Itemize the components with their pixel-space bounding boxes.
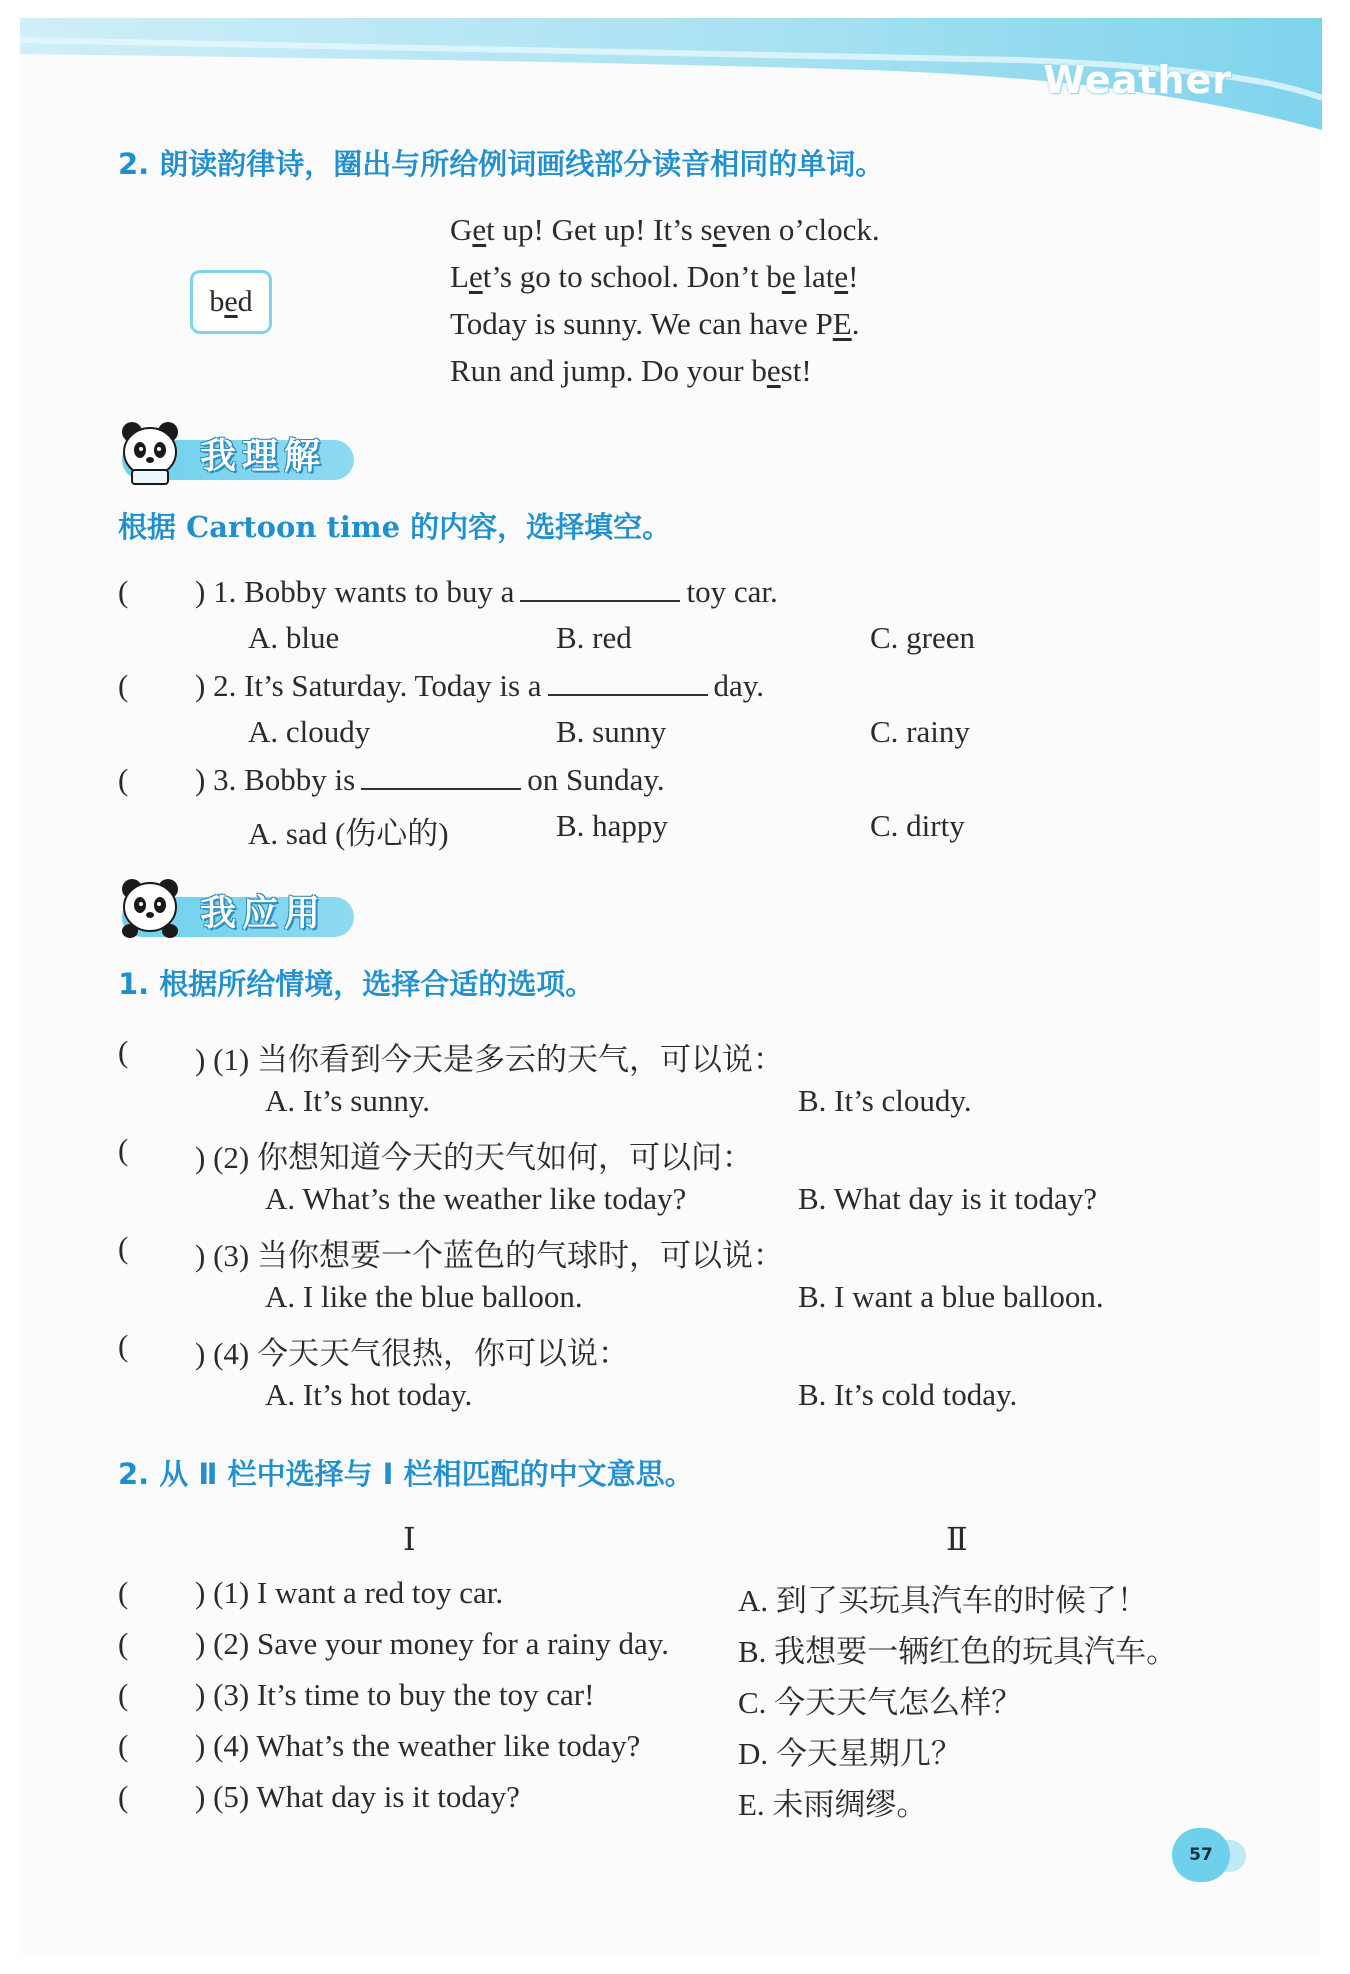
poem-text: t up! Get up! It’s s: [486, 212, 713, 247]
poem-text: !: [848, 259, 859, 294]
situation-4-stem: ) (4) 今天天气很热，你可以说：: [195, 1336, 629, 1371]
poem-text: L: [450, 259, 469, 294]
situation-3-stem: ) (3) 当你想要一个蓝色的气球时，可以说：: [195, 1238, 784, 1273]
option-b: B. What day is it today?: [798, 1181, 1098, 1216]
poem-line: [450, 300, 880, 347]
example-word-end: d: [237, 285, 253, 318]
match-right-e: E. 未雨绸缪。: [738, 1787, 928, 1822]
match-right-d: D. 今天星期几？: [738, 1736, 962, 1771]
answer-paren: (: [118, 574, 129, 609]
answer-paren: (: [118, 1230, 129, 1265]
cartoon-heading-pre: 根据: [118, 510, 187, 544]
unit-title: Weather: [1043, 58, 1232, 102]
question-stem: ) 1. Bobby wants to buy a: [195, 574, 515, 609]
option-b: B. sunny: [556, 714, 667, 749]
match-left-4: ) (4) What’s the weather like today?: [195, 1728, 641, 1763]
match-right-c: C. 今天天气怎么样？: [738, 1685, 1023, 1720]
option-c: C. dirty: [870, 808, 965, 843]
option-a: A. It’s hot today.: [265, 1377, 473, 1412]
poem-line: [450, 253, 880, 300]
poem-underlined-letter: E: [832, 306, 852, 341]
poem-underlined-letter: e: [468, 259, 483, 294]
poem-text: ven o’clock.: [726, 212, 880, 247]
match-left-1: ) (1) I want a red toy car.: [195, 1575, 504, 1610]
answer-paren: (: [118, 1728, 129, 1763]
question-stem-end: day.: [713, 668, 765, 703]
question-3: [195, 762, 665, 798]
option-b: B. red: [556, 620, 632, 655]
answer-blank: [361, 764, 521, 790]
panda-icon: [118, 875, 188, 943]
answer-paren: (: [118, 1677, 129, 1712]
option-c: C. green: [870, 620, 976, 655]
option-b: B. It’s cold today.: [798, 1377, 1018, 1412]
situation-1-stem: ) (1) 当你看到今天是多云的天气，可以说：: [195, 1042, 784, 1077]
answer-blank: [520, 576, 680, 602]
poem-text: lat: [795, 259, 835, 294]
answer-paren: (: [118, 1132, 129, 1167]
option-a: A. cloudy: [248, 714, 371, 749]
poem-text: Run and jump. Do your b: [450, 353, 767, 388]
section-badge-understand: [118, 418, 358, 486]
poem-underlined-letter: e: [472, 212, 487, 247]
answer-paren: (: [118, 762, 129, 797]
answer-blank: [548, 670, 708, 696]
example-word-start: b: [209, 285, 225, 318]
answer-paren: (: [118, 1034, 129, 1069]
poem-underlined-letter: e: [766, 353, 781, 388]
badge-label: 我理解: [200, 436, 327, 477]
poem-line: [450, 347, 880, 394]
option-b: B. happy: [556, 808, 668, 843]
option-a: A. sad (伤心的): [248, 816, 449, 851]
situations-heading: 1. 根据所给情境，选择合适的选项。: [118, 967, 595, 1001]
badge-label: 我应用: [200, 893, 327, 934]
poem-text: Today is sunny. We can have P: [450, 306, 833, 341]
option-a: A. I like the blue balloon.: [265, 1279, 583, 1314]
poem-underlined-letter: e: [712, 212, 727, 247]
answer-paren: (: [118, 1575, 129, 1610]
example-word-underlined: e: [224, 285, 238, 318]
option-b: B. It’s cloudy.: [798, 1083, 972, 1118]
option-a: A. What’s the weather like today?: [265, 1181, 687, 1216]
option-a: A. It’s sunny.: [265, 1083, 431, 1118]
panda-icon: [118, 418, 188, 486]
cartoon-heading: [118, 505, 671, 546]
match-left-2: ) (2) Save your money for a rainy day.: [195, 1626, 670, 1661]
question-stem: ) 3. Bobby is: [195, 762, 356, 797]
question-stem-end: toy car.: [686, 574, 778, 609]
poem-text: st!: [780, 353, 812, 388]
option-b: B. I want a blue balloon.: [798, 1279, 1104, 1314]
poem-text: t’s go to school. Don’t b: [482, 259, 782, 294]
example-word-box: [190, 270, 272, 334]
question-stem-end: on Sunday.: [527, 762, 665, 797]
match-right-b: B. 我想要一辆红色的玩具汽车。: [738, 1634, 1178, 1669]
match-left-3: ) (3) It’s time to buy the toy car!: [195, 1677, 595, 1712]
poem-text: G: [450, 212, 473, 247]
option-a: A. blue: [248, 620, 340, 655]
column-1-label: Ⅰ: [403, 1521, 416, 1557]
phonics-heading: 2. 朗读韵律诗，圈出与所给例词画线部分读音相同的单词。: [118, 147, 885, 181]
option-c: C. rainy: [870, 714, 970, 749]
page-number: 57: [1172, 1828, 1230, 1882]
situation-2-stem: ) (2) 你想知道今天的天气如何，可以问：: [195, 1140, 753, 1175]
answer-paren: (: [118, 668, 129, 703]
poem-text: .: [851, 306, 860, 341]
poem-line: [450, 206, 880, 253]
answer-paren: (: [118, 1626, 129, 1661]
cartoon-heading-post: 的内容，选择填空。: [400, 510, 672, 544]
column-2-label: Ⅱ: [946, 1521, 968, 1557]
answer-paren: (: [118, 1328, 129, 1363]
match-heading: 2. 从 Ⅱ 栏中选择与 Ⅰ 栏相匹配的中文意思。: [118, 1457, 694, 1491]
question-stem: ) 2. It’s Saturday. Today is a: [195, 668, 542, 703]
question-1: [195, 574, 778, 610]
match-right-a: A. 到了买玩具汽车的时候了！: [738, 1583, 1148, 1618]
poem-underlined-letter: e: [781, 259, 796, 294]
match-left-5: ) (5) What day is it today?: [195, 1779, 520, 1814]
poem-underlined-letter: e: [834, 259, 849, 294]
answer-paren: (: [118, 1779, 129, 1814]
section-badge-apply: [118, 875, 358, 943]
rhyme-poem: [450, 206, 880, 394]
question-2: [195, 668, 764, 704]
cartoon-heading-en: Cartoon time: [186, 510, 401, 544]
